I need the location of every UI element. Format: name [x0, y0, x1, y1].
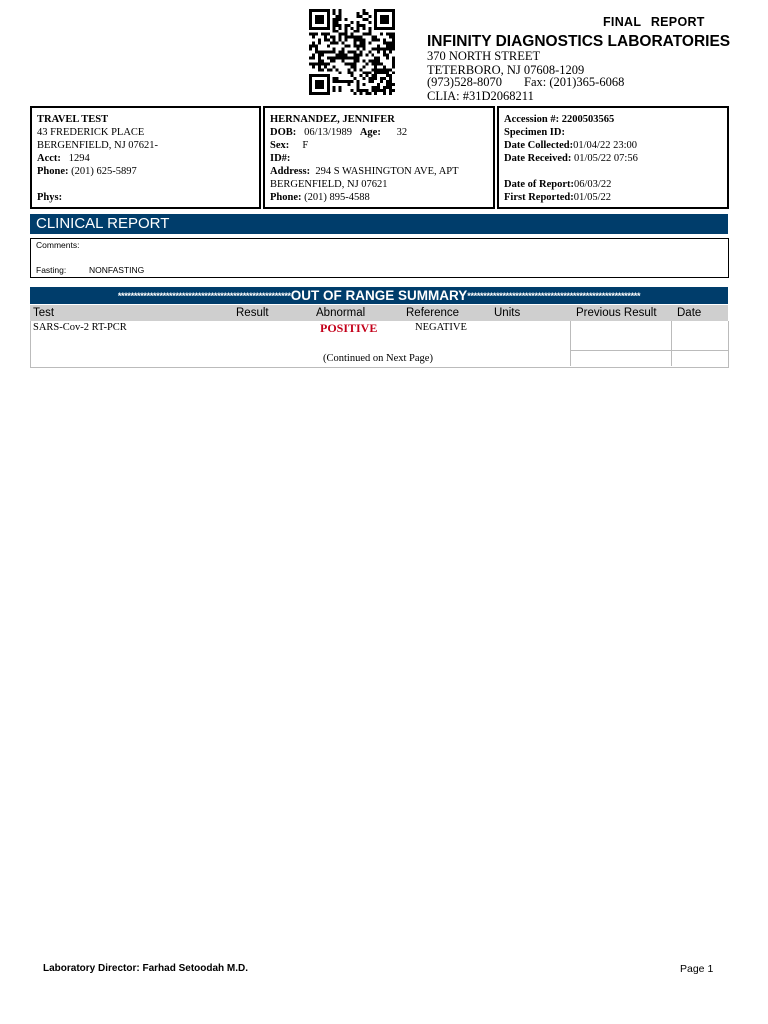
dob-value: 06/13/1989 — [304, 127, 352, 138]
address-label: Address: — [270, 166, 311, 177]
client-phone-label: Phone: — [37, 166, 69, 177]
report-date-value: 06/03/22 — [573, 179, 612, 190]
fasting-label: Fasting: — [36, 265, 67, 275]
col-abnormal: Abnormal — [316, 307, 366, 319]
dob-label: DOB: — [270, 127, 297, 138]
lab-clia: CLIA: #31D2068211 — [427, 89, 534, 103]
clinical-report-bar: CLINICAL REPORT — [30, 214, 728, 234]
client-name: TRAVEL TEST — [37, 114, 109, 125]
patient-phone-label: Phone: — [270, 192, 302, 203]
acct-label: Acct: — [37, 153, 61, 164]
col-reference: Reference — [406, 307, 460, 319]
patient-phone-value: (201) 895-4588 — [304, 192, 370, 203]
patient-address2: BERGENFIELD, NJ 07621 — [270, 179, 388, 190]
summary-column-header — [30, 305, 728, 321]
patient-sex — [270, 139, 488, 152]
comments-label: Comments: — [36, 240, 80, 250]
continued-note: (Continued on Next Page) — [323, 353, 433, 364]
lab-address-line2: TETERBORO, NJ 07608-1209 — [427, 63, 585, 77]
date-received — [504, 152, 722, 165]
fasting-value: NONFASTING — [89, 265, 145, 275]
specimen-id-label: Specimen ID: — [504, 127, 565, 138]
client-address2: BERGENFIELD, NJ 07621- — [37, 140, 159, 151]
report-status: FINAL REPORT — [603, 15, 705, 29]
first-reported-value: 01/05/22 — [573, 192, 612, 203]
summary-title: OUT OF RANGE SUMMARY — [290, 288, 468, 303]
patient-name: HERNANDEZ, JENNIFER — [270, 114, 395, 125]
phys-label: Phys: — [37, 192, 63, 203]
received-label: Date Received: — [504, 153, 572, 164]
patient-info-box — [263, 106, 495, 209]
client-acct — [37, 152, 254, 165]
age-value: 32 — [396, 127, 408, 138]
patient-id-label: ID#: — [270, 153, 291, 164]
stars-left: ****************************************************** — [117, 291, 291, 301]
lab-address-line1: 370 NORTH STREET — [427, 49, 541, 63]
out-of-range-summary-bar — [30, 287, 728, 304]
first-reported-label: First Reported: — [504, 192, 574, 203]
accession-number: Accession #: 2200503565 — [504, 114, 615, 125]
address-value: 294 S WASHINGTON AVE, APT — [315, 166, 459, 177]
qr-code-icon — [309, 9, 395, 95]
col-date: Date — [677, 307, 702, 319]
lab-name: INFINITY DIAGNOSTICS LABORATORIES — [427, 33, 731, 50]
age-label: Age: — [359, 127, 381, 138]
client-phone — [37, 165, 254, 178]
stars-right: ****************************************************** — [467, 291, 641, 301]
sex-label: Sex: — [270, 140, 290, 151]
summary-table — [30, 321, 729, 368]
table-row-reference: NEGATIVE — [415, 322, 467, 333]
col-test: Test — [33, 307, 55, 319]
collected-label: Date Collected: — [504, 140, 574, 151]
lab-contact — [427, 75, 624, 89]
laboratory-director: Laboratory Director: Farhad Setoodah M.D. — [43, 963, 249, 974]
first-reported — [504, 191, 722, 204]
sex-value: F — [302, 140, 309, 151]
specimen-info-box — [497, 106, 729, 209]
client-address1: 43 FREDERICK PLACE — [37, 127, 145, 138]
date-of-report — [504, 178, 722, 191]
col-units: Units — [494, 307, 521, 319]
received-value: 01/05/22 07:56 — [573, 153, 638, 164]
acct-value: 1294 — [68, 153, 90, 164]
comments-box — [30, 238, 729, 278]
client-info-box — [30, 106, 261, 209]
date-collected — [504, 139, 722, 152]
table-row-test: SARS-Cov-2 RT-PCR — [33, 322, 127, 333]
lab-phone: (973)528-8070 — [427, 75, 502, 89]
lab-fax: Fax: (201)365-6068 — [524, 75, 625, 89]
report-date-label: Date of Report: — [504, 179, 574, 190]
col-previous-result: Previous Result — [576, 307, 657, 319]
table-row-abnormal: POSITIVE — [320, 321, 378, 335]
collected-value: 01/04/22 23:00 — [573, 140, 637, 151]
patient-phone — [270, 191, 488, 204]
client-phone-value: (201) 625-5897 — [71, 166, 137, 177]
patient-address — [270, 165, 488, 178]
page-number: Page 1 — [680, 963, 714, 975]
col-result: Result — [236, 307, 269, 319]
patient-dob-age — [270, 126, 488, 139]
